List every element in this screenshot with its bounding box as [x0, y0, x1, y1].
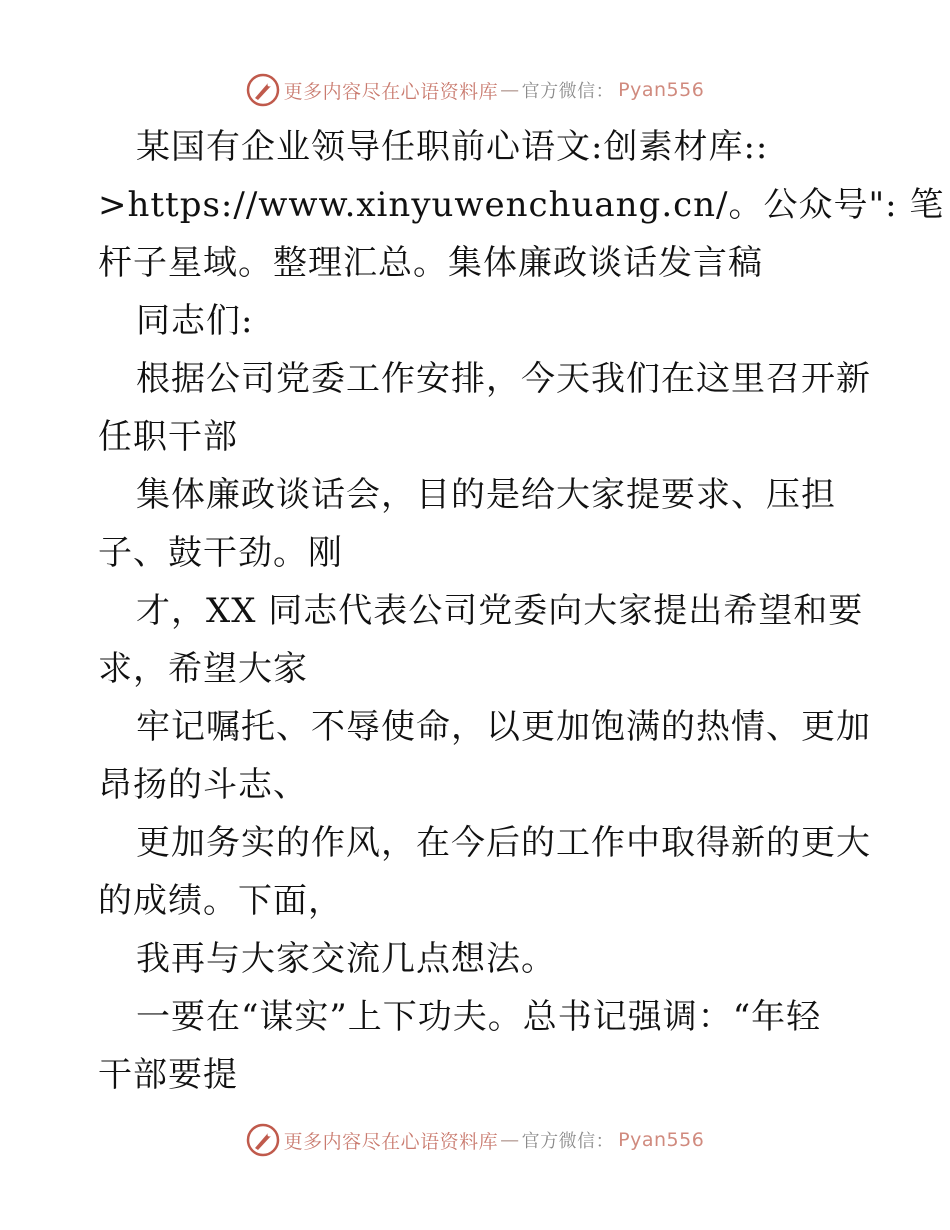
text-line: 我再与大家交流几点想法。 — [136, 939, 556, 979]
text-line: 一要在“谋实”上下功夫。总书记强调：“年轻 — [136, 997, 822, 1037]
banner-title: 更多内容尽在心语资料库 — [283, 80, 499, 103]
text-line: 某国有企业领导任职前心语文:创素材库:: — [136, 127, 769, 167]
banner-wechat-label: 官方微信： — [521, 81, 615, 102]
text-line: 杆子星域。整理汇总。集体廉政谈话发言稿 — [98, 243, 763, 283]
banner-wechat-label: 官方微信： — [521, 1131, 615, 1152]
pen-nib-logo-icon — [246, 73, 280, 107]
text-line: 子、鼓干劲。刚 — [98, 533, 343, 573]
text-line: 的成绩。下面， — [98, 881, 343, 921]
text-line: 根据公司党委工作安排，今天我们在这里召开新 — [136, 359, 871, 399]
header-watermark-banner — [0, 70, 950, 110]
footer-watermark-banner — [0, 1120, 950, 1160]
pen-nib-logo-icon — [246, 1123, 280, 1157]
banner-separator: — — [500, 1129, 520, 1151]
text-line: 集体廉政谈话会，目的是给大家提要求、压担 — [136, 475, 836, 515]
text-line: 求，希望大家 — [98, 649, 308, 689]
banner-separator: — — [500, 79, 520, 101]
text-line: 才，XX 同志代表公司党委向大家提出希望和要 — [136, 591, 864, 631]
text-line: 昂扬的斗志、 — [98, 765, 308, 805]
banner-title: 更多内容尽在心语资料库 — [283, 1130, 499, 1153]
banner-wechat-id: Pyan556 — [618, 1129, 705, 1151]
text-line: 任职干部 — [98, 417, 238, 457]
text-line: >https://www.xinyuwenchuang.cn/。公众号": 笔 — [98, 185, 945, 225]
text-line: 更加务实的作风，在今后的工作中取得新的更大 — [136, 823, 871, 863]
banner-wechat-id: Pyan556 — [618, 79, 705, 101]
document-body — [98, 118, 945, 1104]
text-line: 干部要提 — [98, 1055, 238, 1095]
text-line: 牢记嘱托、不辱使命，以更加饱满的热情、更加 — [136, 707, 871, 747]
salutation: 同志们: — [136, 301, 254, 341]
